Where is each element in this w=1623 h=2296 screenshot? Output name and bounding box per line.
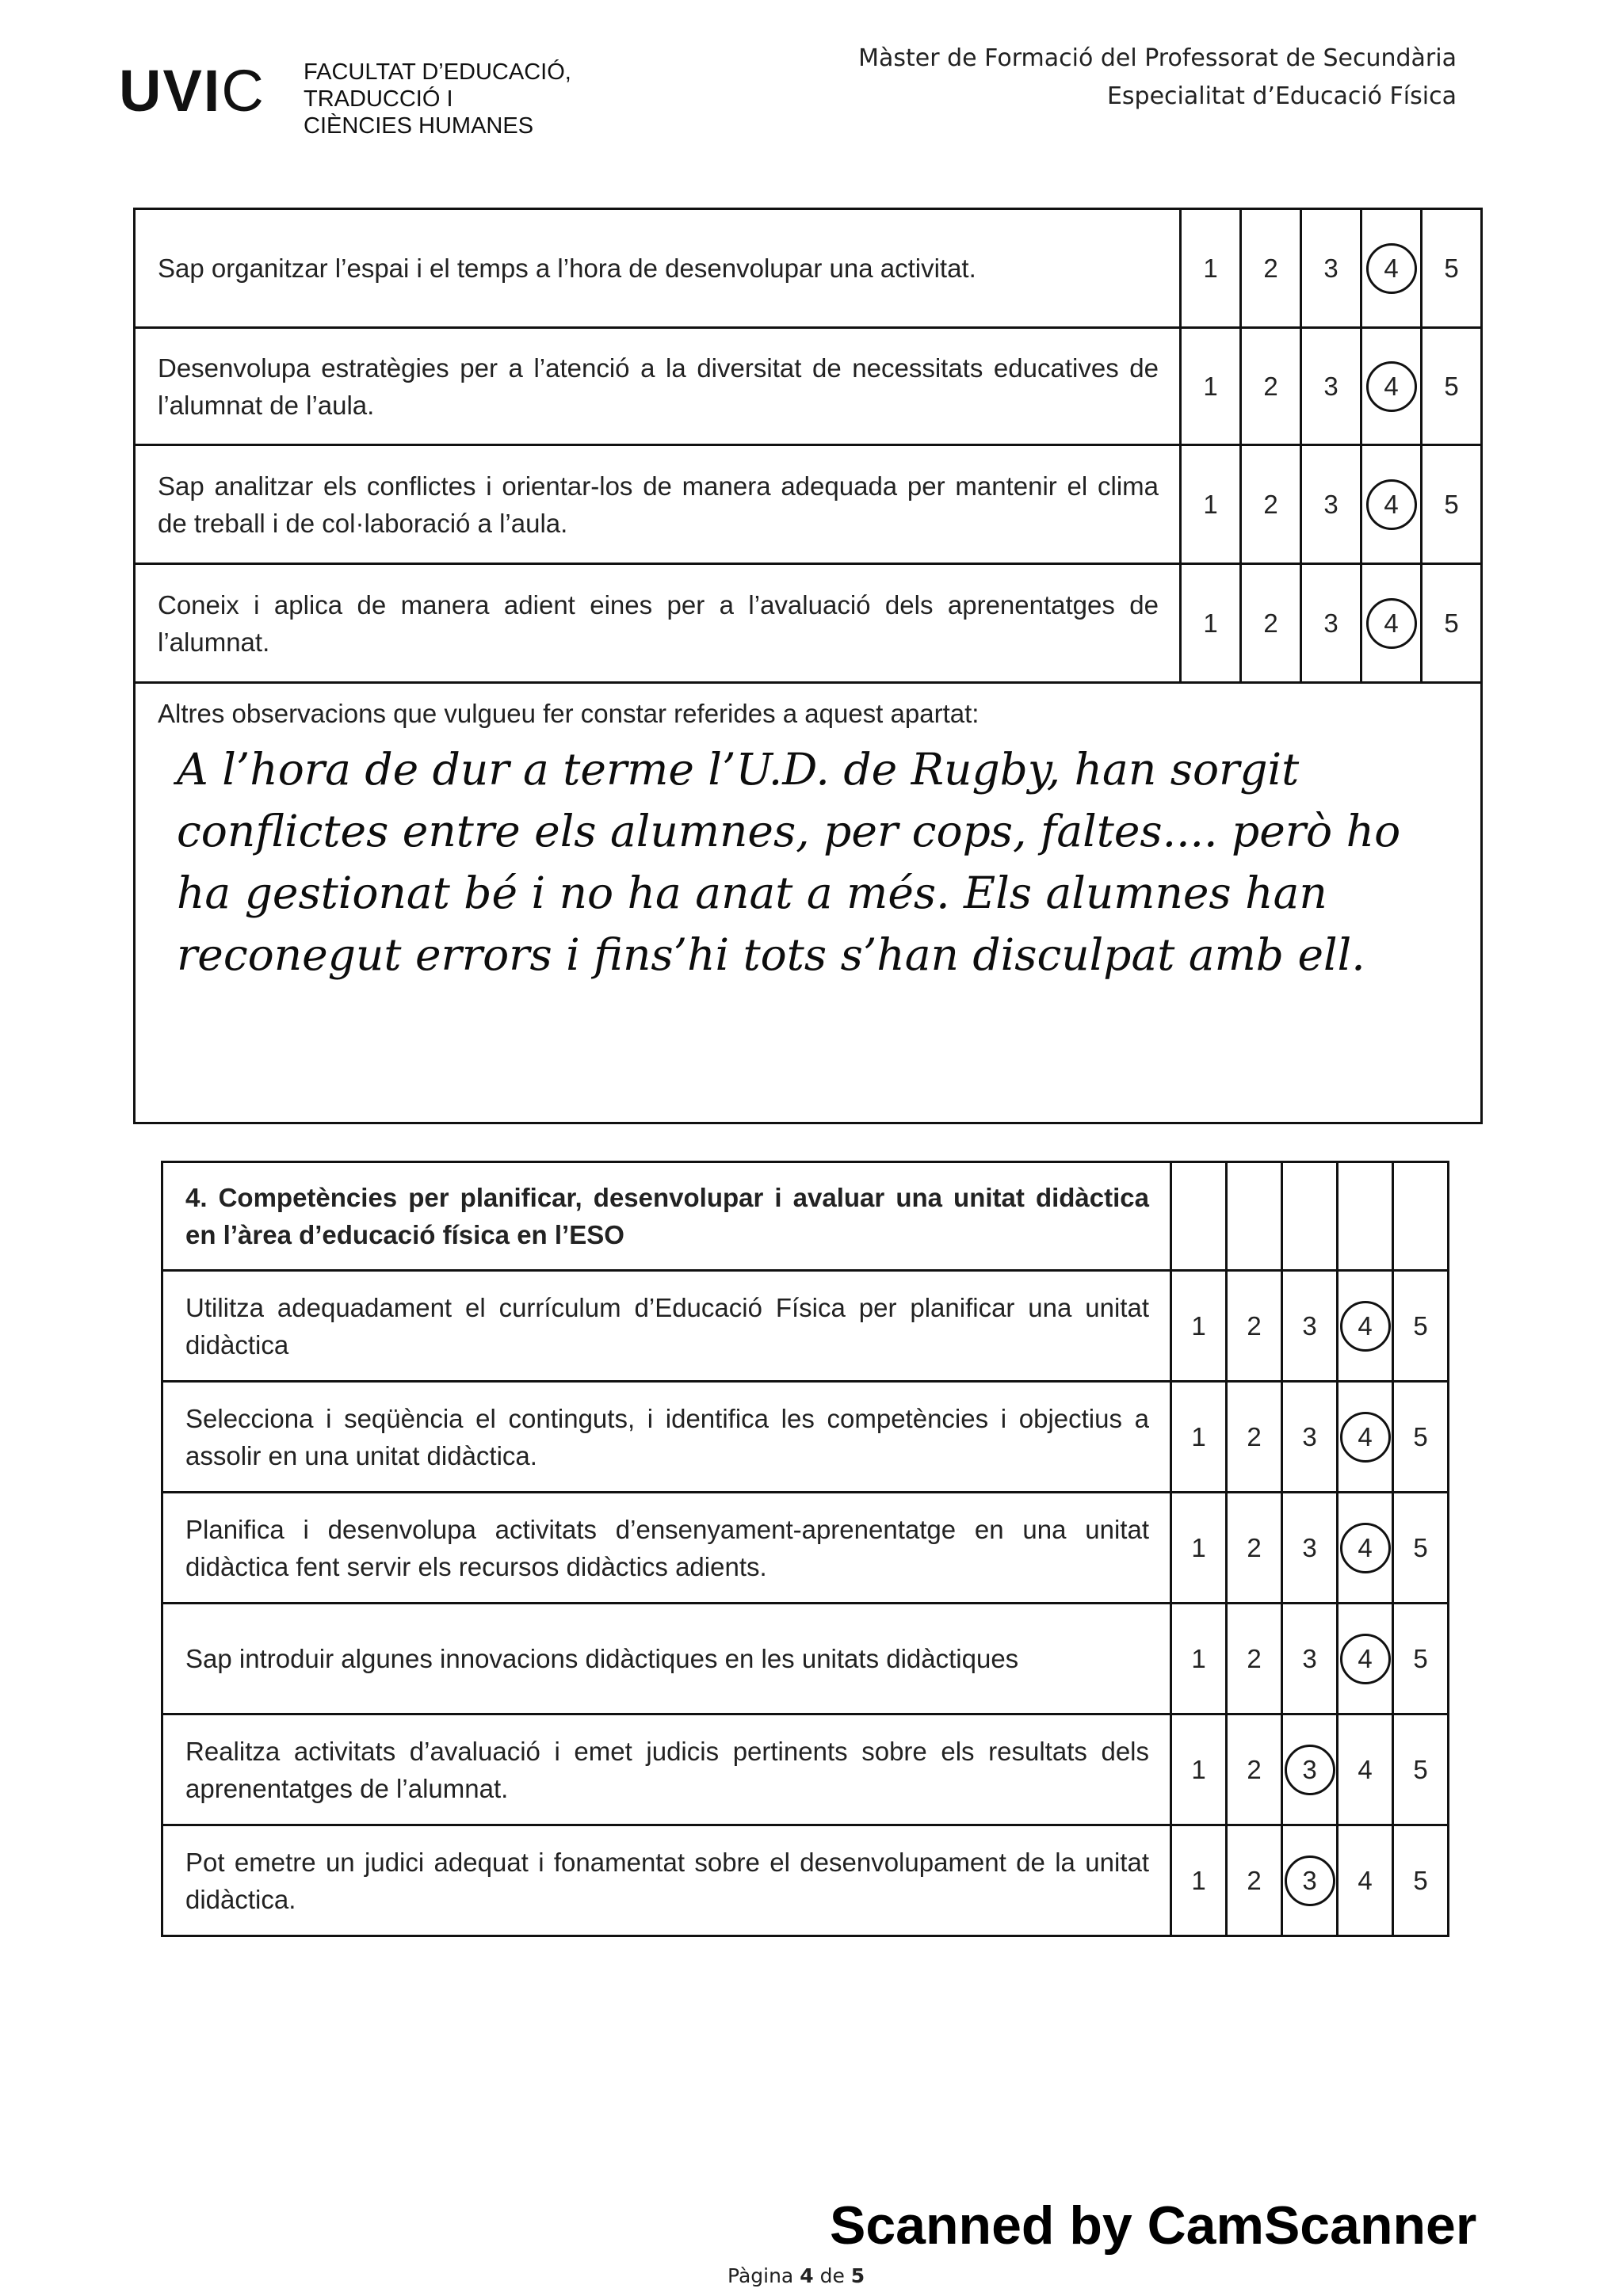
score-label: 5 bbox=[1413, 1421, 1428, 1451]
score-option-5 bbox=[1393, 1382, 1449, 1493]
score-label: 2 bbox=[1247, 1310, 1262, 1341]
score-option-1 bbox=[1181, 328, 1241, 445]
score-option-3 bbox=[1301, 328, 1361, 445]
score-circled: 4 bbox=[1366, 243, 1417, 294]
score-option-1 bbox=[1181, 445, 1241, 564]
program-title bbox=[858, 40, 1457, 116]
score-label: 3 bbox=[1302, 1310, 1317, 1341]
score-option-4 bbox=[1338, 1271, 1393, 1382]
score-option-3 bbox=[1301, 445, 1361, 564]
score-option-3 bbox=[1301, 564, 1361, 683]
score-label: 3 bbox=[1302, 1421, 1317, 1451]
score-label: 3 bbox=[1323, 371, 1338, 401]
page-number bbox=[727, 2264, 865, 2287]
score-label: 1 bbox=[1191, 1754, 1206, 1784]
score-option-3 bbox=[1282, 1382, 1338, 1493]
score-option-3 bbox=[1282, 1271, 1338, 1382]
score-option-2 bbox=[1227, 1382, 1282, 1493]
score-label: 2 bbox=[1263, 371, 1278, 401]
score-option-1 bbox=[1171, 1825, 1227, 1936]
score-option-1 bbox=[1171, 1714, 1227, 1825]
score-option-5 bbox=[1422, 209, 1482, 328]
score-option-1 bbox=[1181, 564, 1241, 683]
score-option-1 bbox=[1171, 1382, 1227, 1493]
score-label: 3 bbox=[1323, 489, 1338, 519]
score-circled: 4 bbox=[1340, 1523, 1391, 1573]
header-empty-cell bbox=[1171, 1162, 1227, 1271]
rating-row bbox=[162, 1271, 1449, 1382]
score-label: 1 bbox=[1203, 253, 1218, 283]
criterion-text: Pot emetre un judici adequat i fonamentat sobre el desenvolupament de la unitat didàctica. bbox=[162, 1825, 1171, 1936]
score-label: 4 bbox=[1358, 1865, 1373, 1895]
faculty-line: FACULTAT D’EDUCACIÓ, bbox=[304, 59, 571, 85]
score-circled: 4 bbox=[1366, 479, 1417, 530]
score-circled: 3 bbox=[1285, 1745, 1335, 1795]
score-label: 2 bbox=[1247, 1643, 1262, 1673]
score-label: 2 bbox=[1263, 608, 1278, 638]
rating-row bbox=[135, 328, 1482, 445]
score-option-1 bbox=[1171, 1271, 1227, 1382]
handwritten-observations: A l’hora de dur a terme l’U.D. de Rugby, han sorgit conflictes entre els alumnes, per cops, faltes.... però ho ha gestionat bé i no ha anat a més. Els alumnes han reconegut errors i fins’hi tots s’han disculpat amb ell. bbox=[177, 744, 1401, 980]
score-option-4 bbox=[1338, 1825, 1393, 1936]
score-option-2 bbox=[1227, 1825, 1282, 1936]
header-empty-cell bbox=[1282, 1162, 1338, 1271]
score-label: 4 bbox=[1358, 1754, 1373, 1784]
rating-row bbox=[135, 209, 1482, 328]
page-prefix: Pàgina bbox=[727, 2264, 794, 2287]
criterion-text: Planifica i desenvolupa activitats d’ensenyament-aprenentatge en una unitat didàctica fent servir els recursos didàctics adients. bbox=[162, 1493, 1171, 1604]
score-circled: 4 bbox=[1366, 361, 1417, 412]
score-label: 1 bbox=[1203, 608, 1218, 638]
score-label: 5 bbox=[1444, 608, 1459, 638]
score-option-3 bbox=[1301, 209, 1361, 328]
criterion-text: Utilitza adequadament el currículum d’Educació Física per planificar una unitat didàctica bbox=[162, 1271, 1171, 1382]
criterion-text: Sap introduir algunes innovacions didàctiques en les unitats didàctiques bbox=[162, 1604, 1171, 1714]
rating-row bbox=[135, 445, 1482, 564]
score-label: 1 bbox=[1191, 1532, 1206, 1562]
score-option-5 bbox=[1393, 1493, 1449, 1604]
score-label: 1 bbox=[1203, 489, 1218, 519]
score-option-2 bbox=[1241, 209, 1301, 328]
section4-header-row bbox=[162, 1162, 1449, 1271]
page-current: 4 bbox=[800, 2264, 814, 2287]
rating-row bbox=[162, 1493, 1449, 1604]
score-label: 5 bbox=[1413, 1643, 1428, 1673]
score-option-3 bbox=[1282, 1604, 1338, 1714]
score-option-2 bbox=[1241, 564, 1301, 683]
score-option-5 bbox=[1393, 1714, 1449, 1825]
page-total: 5 bbox=[850, 2264, 865, 2287]
program-line-2: Especialitat d’Educació Física bbox=[1106, 82, 1457, 110]
criterion-text: Sap organitzar l’espai i el temps a l’hora de desenvolupar una activitat. bbox=[135, 209, 1181, 328]
rating-row bbox=[162, 1604, 1449, 1714]
faculty-line: TRADUCCIÓ I bbox=[304, 86, 453, 112]
rating-row bbox=[135, 564, 1482, 683]
criterion-text: Sap analitzar els conflictes i orientar-los de manera adequada per mantenir el clima de treball i de col·laboració a l’aula. bbox=[135, 445, 1181, 564]
score-option-4 bbox=[1361, 209, 1422, 328]
score-option-5 bbox=[1422, 328, 1482, 445]
rating-row bbox=[162, 1714, 1449, 1825]
score-option-5 bbox=[1393, 1825, 1449, 1936]
score-option-5 bbox=[1393, 1604, 1449, 1714]
observations-label: Altres observacions que vulgueu fer constar referides a aquest apartat: bbox=[158, 699, 980, 728]
faculty-line: CIÈNCIES HUMANES bbox=[304, 113, 534, 139]
uvic-logo bbox=[119, 58, 265, 124]
score-label: 2 bbox=[1263, 253, 1278, 283]
criterion-text: Coneix i aplica de manera adient eines per a l’avaluació dels aprenentatges de l’alumnat. bbox=[135, 564, 1181, 683]
score-option-1 bbox=[1171, 1493, 1227, 1604]
score-option-2 bbox=[1241, 445, 1301, 564]
score-option-2 bbox=[1227, 1271, 1282, 1382]
observations-row bbox=[135, 683, 1482, 1123]
header-empty-cell bbox=[1393, 1162, 1449, 1271]
score-option-2 bbox=[1241, 328, 1301, 445]
section4-table bbox=[161, 1161, 1449, 1937]
score-label: 5 bbox=[1413, 1310, 1428, 1341]
score-option-2 bbox=[1227, 1493, 1282, 1604]
score-option-3 bbox=[1282, 1825, 1338, 1936]
score-option-1 bbox=[1171, 1604, 1227, 1714]
score-option-4 bbox=[1338, 1382, 1393, 1493]
score-label: 1 bbox=[1191, 1310, 1206, 1341]
faculty-name bbox=[304, 59, 571, 139]
score-label: 2 bbox=[1247, 1865, 1262, 1895]
score-circled: 3 bbox=[1285, 1855, 1335, 1906]
score-option-3 bbox=[1282, 1493, 1338, 1604]
score-label: 5 bbox=[1413, 1865, 1428, 1895]
criterion-text: Desenvolupa estratègies per a l’atenció a la diversitat de necessitats educatives de l’alumnat de l’aula. bbox=[135, 328, 1181, 445]
camscanner-watermark: Scanned by CamScanner bbox=[830, 2195, 1477, 2256]
score-option-4 bbox=[1361, 564, 1422, 683]
rating-row bbox=[162, 1825, 1449, 1936]
score-option-4 bbox=[1361, 445, 1422, 564]
program-line-1: Màster de Formació del Professorat de Secundària bbox=[858, 44, 1457, 72]
score-option-4 bbox=[1338, 1493, 1393, 1604]
score-label: 3 bbox=[1323, 608, 1338, 638]
score-label: 2 bbox=[1263, 489, 1278, 519]
score-option-2 bbox=[1227, 1714, 1282, 1825]
score-label: 3 bbox=[1302, 1532, 1317, 1562]
score-label: 1 bbox=[1191, 1421, 1206, 1451]
score-option-4 bbox=[1361, 328, 1422, 445]
score-option-5 bbox=[1422, 564, 1482, 683]
score-option-5 bbox=[1422, 445, 1482, 564]
page-mid: de bbox=[819, 2264, 845, 2287]
score-label: 2 bbox=[1247, 1532, 1262, 1562]
score-option-5 bbox=[1393, 1271, 1449, 1382]
score-label: 2 bbox=[1247, 1754, 1262, 1784]
score-circled: 4 bbox=[1340, 1412, 1391, 1463]
score-circled: 4 bbox=[1340, 1301, 1391, 1352]
uvic-logo-text: UVIC bbox=[119, 58, 265, 124]
score-label: 3 bbox=[1323, 253, 1338, 283]
criterion-text: Selecciona i seqüència el continguts, i identifica les competències i objectius a assolir en una unitat didàctica. bbox=[162, 1382, 1171, 1493]
score-label: 3 bbox=[1302, 1643, 1317, 1673]
score-circled: 4 bbox=[1366, 598, 1417, 649]
score-label: 5 bbox=[1444, 371, 1459, 401]
rating-row bbox=[162, 1382, 1449, 1493]
score-label: 1 bbox=[1191, 1643, 1206, 1673]
score-option-1 bbox=[1181, 209, 1241, 328]
score-label: 5 bbox=[1413, 1532, 1428, 1562]
score-label: 5 bbox=[1444, 489, 1459, 519]
header-empty-cell bbox=[1227, 1162, 1282, 1271]
score-label: 1 bbox=[1203, 371, 1218, 401]
score-label: 5 bbox=[1413, 1754, 1428, 1784]
section4-title: 4. Competències per planificar, desenvolupar i avaluar una unitat didàctica en l’àrea d’educació física en l’ESO bbox=[162, 1162, 1171, 1271]
criterion-text: Realitza activitats d’avaluació i emet judicis pertinents sobre els resultats dels aprenentatges de l’alumnat. bbox=[162, 1714, 1171, 1825]
observations-box bbox=[135, 683, 1482, 1123]
score-label: 1 bbox=[1191, 1865, 1206, 1895]
score-label: 5 bbox=[1444, 253, 1459, 283]
section3-table bbox=[133, 208, 1483, 1124]
header-empty-cell bbox=[1338, 1162, 1393, 1271]
score-option-3 bbox=[1282, 1714, 1338, 1825]
score-label: 2 bbox=[1247, 1421, 1262, 1451]
score-option-4 bbox=[1338, 1604, 1393, 1714]
score-circled: 4 bbox=[1340, 1634, 1391, 1684]
score-option-2 bbox=[1227, 1604, 1282, 1714]
score-option-4 bbox=[1338, 1714, 1393, 1825]
